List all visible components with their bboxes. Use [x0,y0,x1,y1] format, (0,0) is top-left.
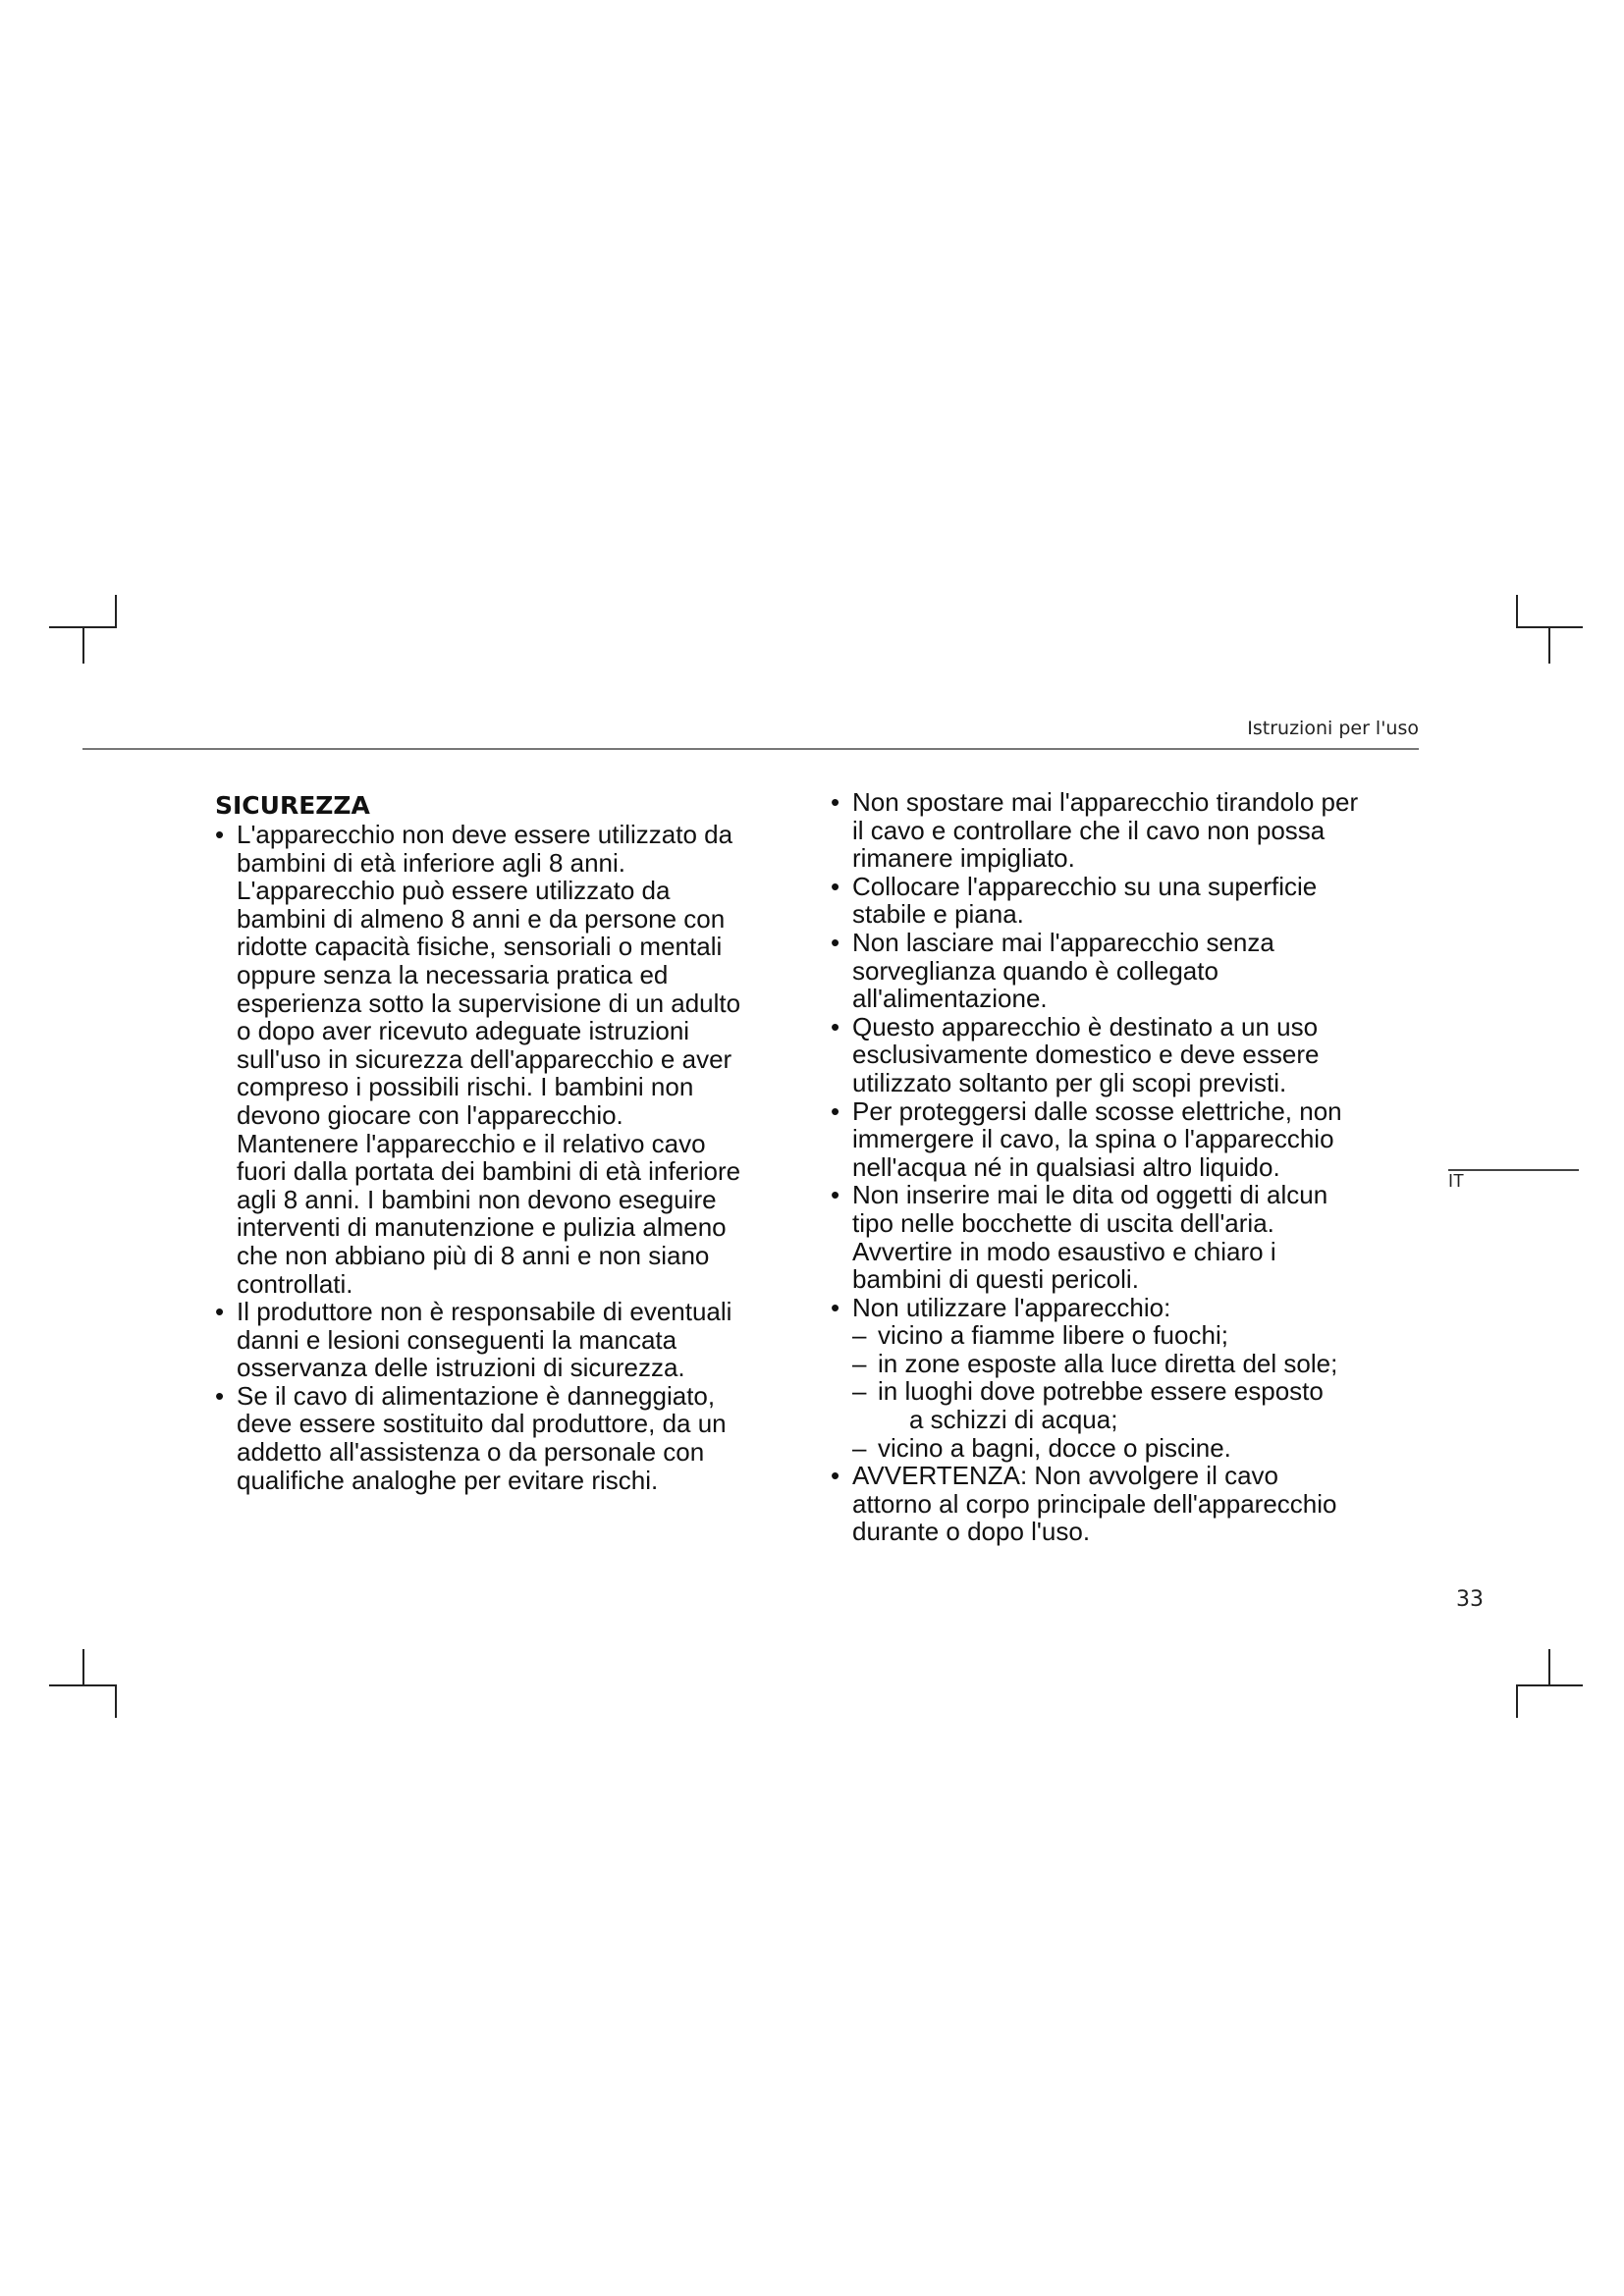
bullet-icon: • [831,1292,840,1322]
list-item [215,1298,804,1382]
bullet-icon: • [831,787,840,817]
list-item-line: L'apparecchio non deve essere utilizzato da [237,820,733,849]
right-sub-list [831,1321,1420,1462]
list-item-line: bambini di età inferiore agli 8 anni. [237,847,626,878]
list-item-line: fuori dalla portata dei bambini di età inferiore [237,1156,741,1187]
list-item-line: Non lasciare mai l'apparecchio senza [852,927,1274,957]
list-item-line: durante o dopo l'uso. [852,1517,1091,1547]
sub-list-item [831,1350,1420,1378]
right-bullet-list [831,788,1420,1321]
left-column [215,791,804,1494]
list-item-line: sull'uso in sicurezza dell'apparecchio e aver [237,1043,732,1074]
bullet-icon: • [215,1380,225,1411]
bullet-icon: • [831,927,840,957]
list-item-line: Se il cavo di alimentazione è danneggiato, [237,1380,716,1411]
list-item [831,1097,1420,1182]
list-item-line: Non inserire mai le dita od oggetti di alcun [852,1180,1328,1210]
list-item-line: AVVERTENZA: Non avvolgere il cavo [852,1461,1278,1491]
section-title: SICUREZZA [215,791,370,820]
sub-list-item [831,1321,1420,1350]
list-item-line: qualifiche analoghe per evitare rischi. [237,1465,659,1495]
sub-list-item-line: a schizzi di acqua; [909,1405,1118,1435]
list-item-line: bambini di almeno 8 anni e da persone con [237,903,726,934]
bullet-icon: • [215,1297,225,1327]
list-item-line: immergere il cavo, la spina o l'apparecchio [852,1124,1334,1154]
dash-icon: – [852,1432,867,1463]
dash-icon: – [852,1320,867,1351]
bullet-icon: • [831,1461,840,1491]
list-item [831,788,1420,873]
list-item-line: stabile e piana. [852,899,1024,930]
header-title: Istruzioni per l'uso [1247,718,1419,739]
list-item-line: Il produttore non è responsabile di eventuali [237,1297,732,1327]
list-item-line: esperienza sotto la supervisione di un adulto [237,988,741,1018]
bullet-icon: • [831,1095,840,1126]
list-item-line: sorveglianza quando è collegato [852,955,1218,986]
list-item [831,1181,1420,1293]
list-item-line: Non spostare mai l'apparecchio tirandolo per [852,787,1359,817]
sub-list-item-line: vicino a bagni, docce o piscine. [878,1432,1231,1463]
list-item-line: bambini di questi pericoli. [852,1264,1139,1295]
sub-list-item [831,1434,1420,1463]
list-item-line: nell'acqua né in qualsiasi altro liquido. [852,1151,1280,1182]
language-tab [1448,1169,1579,1192]
list-item-line: Avvertire in modo esaustivo e chiaro i [852,1236,1276,1266]
language-tab-label: IT [1448,1171,1464,1191]
sub-list-item [831,1377,1420,1433]
list-item-line: interventi di manutenzione e pulizia almeno [237,1212,727,1243]
list-item-line: controllati. [237,1268,353,1299]
list-item-line: addetto all'assistenza o da personale con [237,1437,705,1468]
list-item-line: rimanere impigliato. [852,843,1075,874]
list-item-line: Non utilizzare l'apparecchio: [852,1292,1171,1322]
list-item [831,873,1420,929]
list-item-line: osservanza delle istruzioni di sicurezza. [237,1353,685,1383]
list-item [831,929,1420,1013]
sub-list-item-line: vicino a fiamme libere o fuochi; [878,1320,1228,1351]
list-item-line: L'apparecchio può essere utilizzato da [237,876,671,906]
list-item-line: o dopo aver ricevuto adeguate istruzioni [237,1016,690,1046]
list-item-line: che non abbiano più di 8 anni e non siano [237,1240,710,1270]
bullet-icon: • [215,820,225,849]
list-item-line: all'alimentazione. [852,984,1048,1014]
dash-icon: – [852,1348,867,1378]
list-item [215,821,804,1298]
page-number: 33 [1456,1587,1484,1612]
right-final-item [831,1462,1420,1546]
list-item-line: compreso i possibili rischi. I bambini non [237,1072,694,1102]
list-item [831,1013,1420,1097]
dash-icon: – [852,1376,867,1407]
list-item-line: devono giocare con l'apparecchio. [237,1099,623,1130]
list-item-line: tipo nelle bocchette di uscita dell'aria. [852,1207,1274,1238]
list-item [215,1382,804,1494]
sub-list-item-line: in luoghi dove potrebbe essere esposto [878,1376,1324,1407]
bullet-icon: • [831,1011,840,1041]
list-item-line: attorno al corpo principale dell'apparecchio [852,1488,1337,1519]
right-column [831,788,1420,1546]
header-rule [82,748,1419,750]
left-bullet-list [215,821,804,1494]
list-item-line: il cavo e controllare che il cavo non possa [852,815,1326,845]
list-item-line: danni e lesioni conseguenti la mancata [237,1324,677,1355]
list-item-line: utilizzato soltanto per gli scopi previsti. [852,1067,1287,1097]
sub-list-item-line: in zone esposte alla luce diretta del sole; [878,1348,1338,1378]
list-item-line: oppure senza la necessaria pratica ed [237,959,669,989]
list-item-line: Mantenere l'apparecchio e il relativo cavo [237,1128,706,1158]
list-item-line: Per proteggersi dalle scosse elettriche, non [852,1095,1342,1126]
list-item [831,1294,1420,1322]
list-item-line: agli 8 anni. I bambini non devono eseguire [237,1184,717,1214]
list-item-line: deve essere sostituito dal produttore, da un [237,1409,727,1439]
list-item-line: ridotte capacità fisiche, sensoriali o mentali [237,932,723,962]
list-item-line: Collocare l'apparecchio su una superficie [852,871,1318,901]
list-item-line: esclusivamente domestico e deve essere [852,1040,1320,1070]
list-item-line: Questo apparecchio è destinato a un uso [852,1011,1319,1041]
bullet-icon: • [831,871,840,901]
list-item [831,1462,1420,1546]
bullet-icon: • [831,1180,840,1210]
